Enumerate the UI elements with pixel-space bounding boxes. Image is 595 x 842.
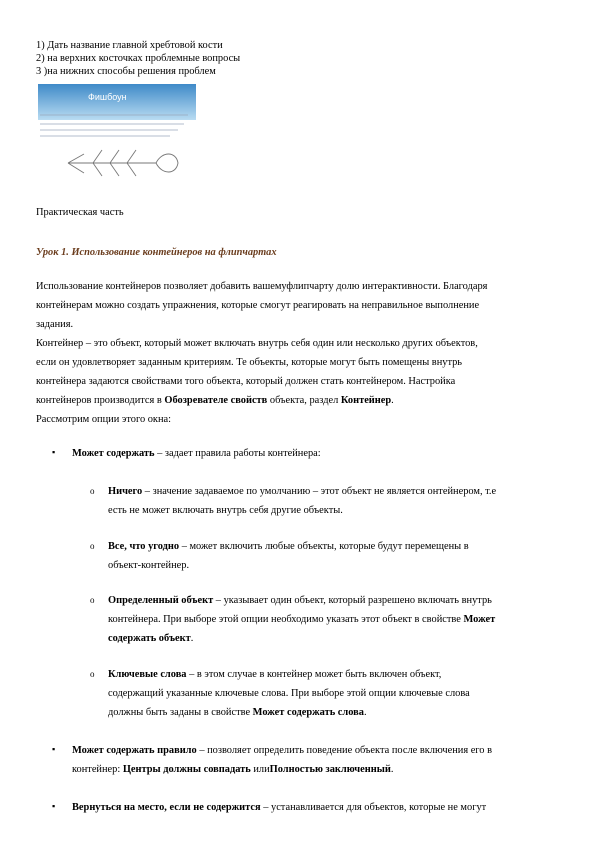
sub-3-line-1: Определенный объект – указывает один объект, который разрешено включать внутрь (108, 595, 492, 606)
para2-line-3: контейнера задаются свойствами того объекта, который должен стать контейнером. Настройка (36, 376, 456, 387)
intro-item-2: 2) на верхних косточках проблемные вопросы (36, 53, 241, 64)
consider-text: Рассмотрим опции этого окна: (36, 414, 172, 425)
para2-line-1: Контейнер – это объект, который может включать внутрь себя один или несколько других объектов, (36, 338, 478, 349)
bullet-marker: ▪ (52, 447, 56, 457)
sub-marker: o (90, 595, 95, 605)
sub-1-line-1: Ничего – значение задаваемое по умолчанию – этот объект не является онтейнером, т.е (108, 486, 497, 497)
fishbone-figure (38, 84, 196, 194)
sub-1-line-2: есть не может включать внутрь себя другие объекты. (108, 505, 343, 516)
fish-diagram (68, 150, 178, 176)
sub-marker: o (90, 541, 95, 551)
sub-marker: o (90, 669, 95, 679)
bullet-2-line-1: Может содержать правило – позволяет определить поведение объекта после включения его в (72, 745, 493, 756)
para1-line-2: контейнерам можно создать упражнения, которые смогут реагировать на неправильное выполнение (36, 300, 480, 311)
bullet-marker: ▪ (52, 744, 56, 754)
bullet-3-line-1: Вернуться на место, если не содержится – устанавливается для объектов, которые не могут (72, 802, 487, 813)
sub-4-line-1: Ключевые слова – в этом случае в контейнер может быть включен объект, (108, 669, 442, 680)
bullet-2-line-2: контейнер: Центры должны совпадать илиПолностью заключенный. (72, 764, 394, 775)
para2-line-2: если он удовлетворяет заданным критериям. Те объекты, которые могут быть помещены внутрь (36, 357, 463, 368)
intro-item-1: 1) Дать название главной хребтовой кости (36, 40, 223, 51)
sub-3-line-3: содержать объект. (108, 633, 194, 644)
fishbone-illustration (38, 84, 196, 194)
figure-title: Фишбоун (88, 92, 127, 102)
sub-marker: o (90, 486, 95, 496)
sub-2-line-2: объект-контейнер. (108, 560, 190, 571)
sub-4-line-2: содержащий указанные ключевые слова. При выборе этой опции ключевые слова (108, 688, 470, 699)
figure-header-band (38, 84, 196, 120)
intro-item-3: 3 )на нижних способы решения проблем (36, 66, 216, 77)
sub-4-line-3: должны быть заданы в свойстве Может содержать слова. (108, 707, 367, 718)
para2-line-4: контейнеров производится в Обозревателе свойств объекта, раздел Контейнер. (36, 395, 394, 406)
sub-3-line-2: контейнера. При выборе этой опции необходимо указать этот объект в свойстве Может (108, 614, 496, 625)
para1-line-1: Использование контейнеров позволяет добавить вашемуфлипчарту долю интерактивности. Благодаря (36, 281, 488, 292)
practical-heading: Практическая часть (36, 207, 124, 218)
bullet-1: Может содержать – задает правила работы контейнера: (72, 448, 321, 459)
lesson-title: Урок 1. Использование контейнеров на флипчартах (36, 247, 277, 258)
bullet-marker: ▪ (52, 801, 56, 811)
sub-2-line-1: Все, что угодно – может включить любые объекты, которые будут перемещены в (108, 541, 469, 552)
para1-line-3: задания. (36, 319, 74, 330)
